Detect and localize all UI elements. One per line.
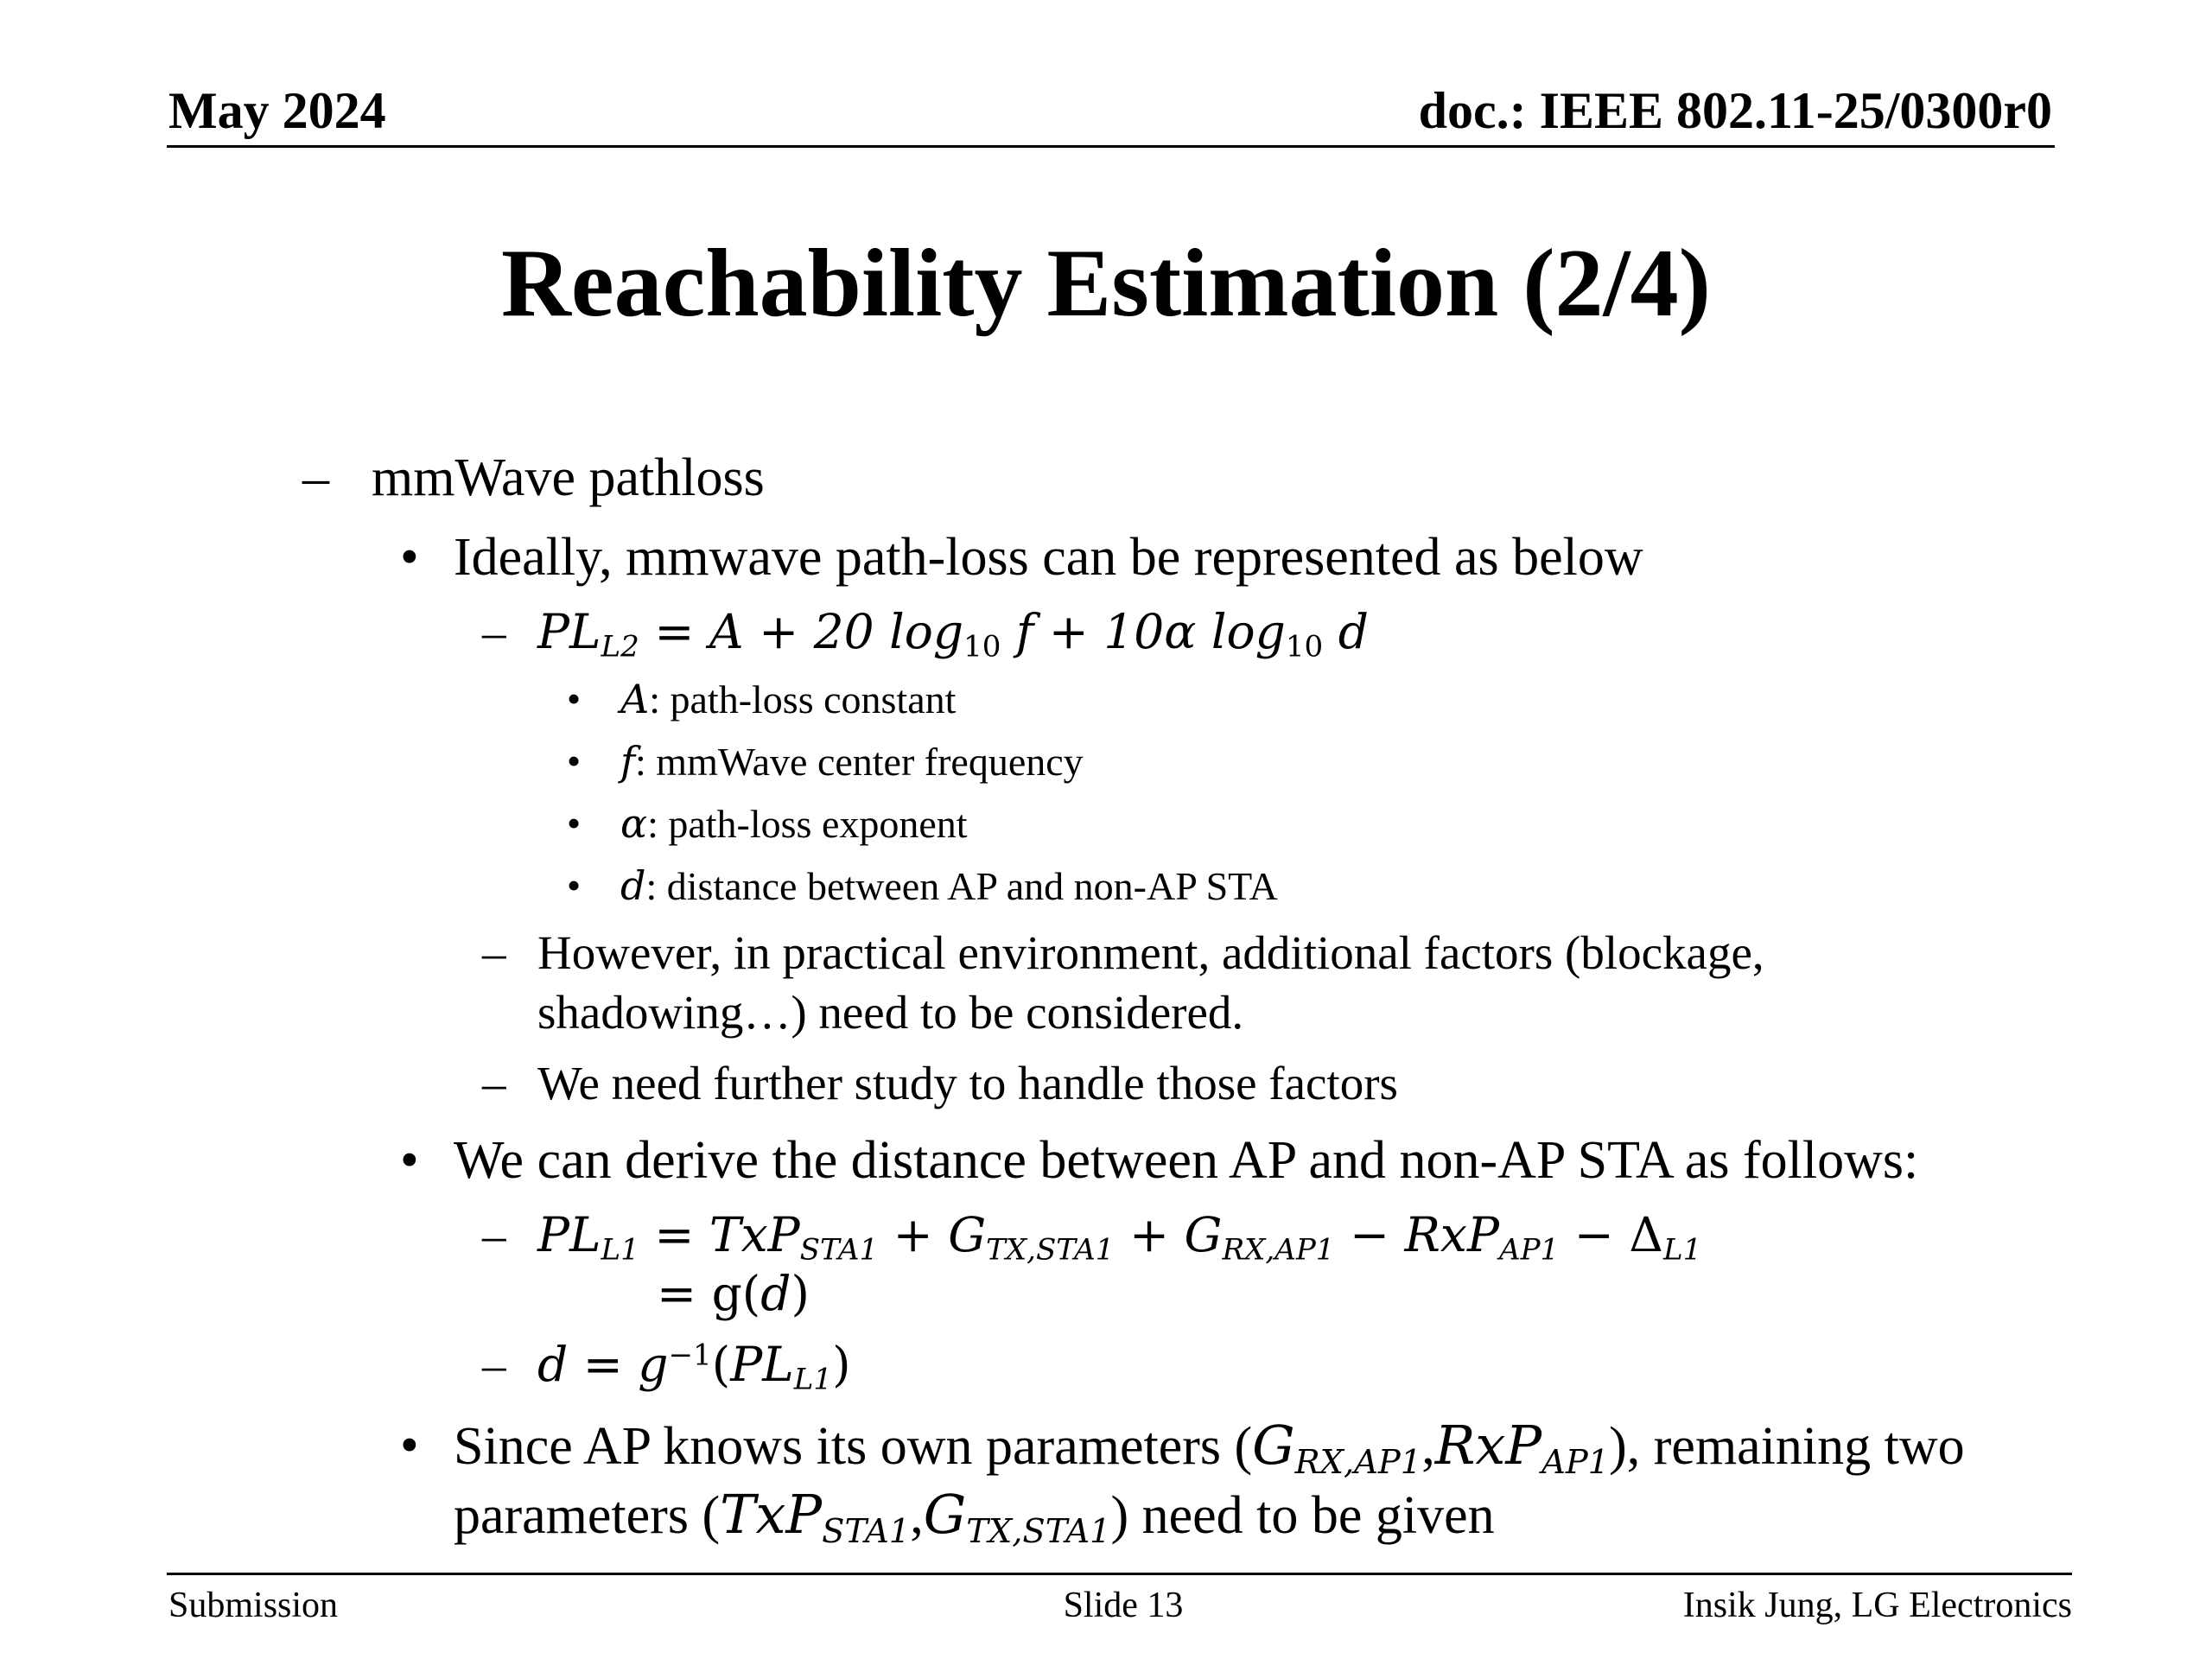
dash-marker: –	[302, 448, 329, 507]
definition-a: A: path-loss constant	[620, 676, 957, 722]
list-item-ap-parameters-line1: Since AP knows its own parameters $(G_{RX,AP1},RxP_{AP1})$, remaining two	[454, 1414, 1965, 1482]
list-item-derive-distance: We can derive the distance between AP and non-AP STA as follows:	[454, 1131, 1919, 1190]
bullet-marker: •	[400, 1416, 419, 1475]
footer-slide-number: Slide 13	[1063, 1586, 1184, 1625]
slide-title: Reachability Estimation (2/4)	[501, 230, 1711, 337]
bullet-marker: •	[567, 677, 582, 721]
bullet-marker: •	[400, 1131, 419, 1190]
list-item-however-line2: shadowing…) need to be considered.	[537, 986, 1244, 1039]
bullet-marker: •	[400, 528, 419, 587]
definition-alpha: α: path-loss exponent	[620, 800, 968, 847]
dash-marker: –	[482, 606, 506, 658]
formula-pathloss-l1: $PL_{L1} = TxP_{STA1} + G_{TX,STA1} + G_{RX,AP1} - RxP_{AP1} - \Delta_{L1}$	[537, 1207, 1702, 1268]
header-doc-id: doc.: IEEE 802.11-25/0300r0	[1418, 82, 2052, 139]
footer-submission: Submission	[168, 1586, 339, 1625]
bullet-marker: •	[567, 739, 582, 783]
list-item-further-study: We need further study to handle those factors	[537, 1057, 1398, 1109]
list-item-mmwave-pathloss: mmWave pathloss	[372, 448, 765, 507]
formula-pathloss-l2: $PL_{L2} = A + 20$ $\log_{10} f + 10\alpha$ $\log_{10} d$	[537, 604, 1369, 664]
dash-marker: –	[482, 926, 506, 979]
header-date: May 2024	[168, 82, 386, 139]
dash-marker: –	[482, 1338, 506, 1391]
formula-distance-inverse: $d = g^{-1}(PL_{L1})$	[537, 1337, 851, 1397]
definition-f: f: mmWave center frequency	[620, 738, 1084, 785]
footer-author: Insik Jung, LG Electronics	[1682, 1586, 2072, 1625]
dash-marker: –	[482, 1209, 506, 1262]
list-item-however-line1: However, in practical environment, additional factors (blockage,	[537, 926, 1764, 979]
bullet-marker: •	[567, 863, 582, 907]
formula-pathloss-l1-line2: = g(d)	[657, 1266, 810, 1321]
definition-d: d: distance between AP and non-AP STA	[620, 862, 1278, 909]
dash-marker: –	[482, 1057, 506, 1109]
list-item-ideal-pathloss: Ideally, mmwave path-loss can be represented as below	[454, 528, 1643, 587]
footer-divider	[167, 1573, 2072, 1575]
list-item-ap-parameters-line2: parameters $(TxP_{STA1},G_{TX,STA1})$ need to be given	[454, 1483, 1495, 1551]
bullet-marker: •	[567, 801, 582, 845]
header-divider	[167, 145, 2055, 148]
